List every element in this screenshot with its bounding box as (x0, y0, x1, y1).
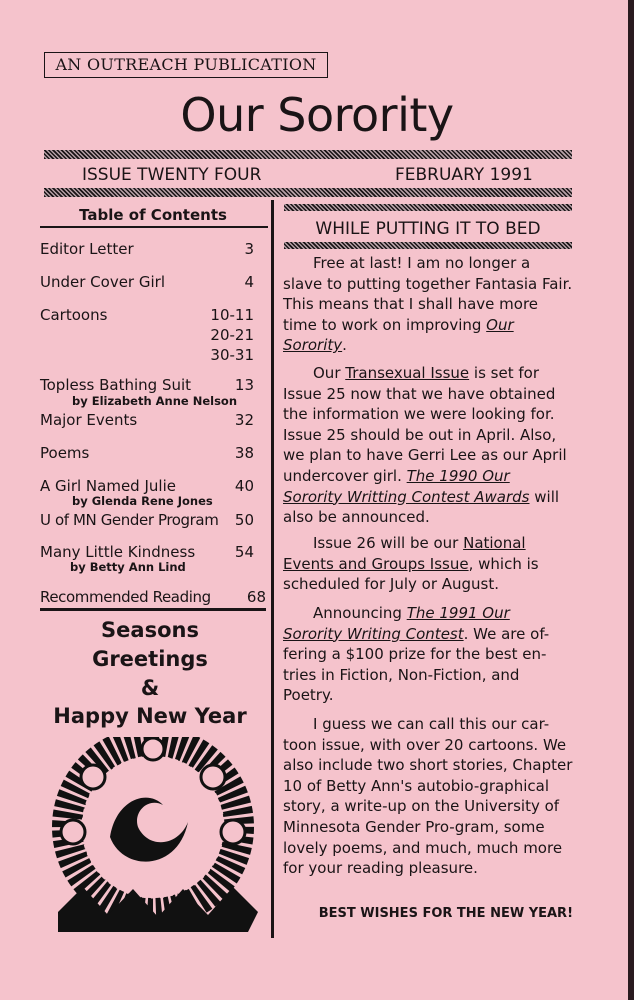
issue-title-ref: Transexual Issue (345, 364, 470, 382)
paragraph-text: Issue 26 will be our (313, 534, 464, 552)
editorial-paragraph (283, 603, 573, 706)
toc-item (40, 543, 254, 561)
toc-item-page: 20-21 (210, 326, 254, 344)
toc-item-title: Under Cover Girl (40, 273, 165, 291)
toc-item (40, 240, 254, 258)
greeting-line: Happy New Year (53, 704, 247, 728)
newsletter-title: Our Sorority (180, 88, 454, 142)
toc-item-title: Editor Letter (40, 240, 134, 258)
editorial-paragraph (283, 363, 573, 528)
toc-item-title: U of MN Gender Program (40, 511, 219, 529)
editorial-heading: WHILE PUTTING IT TO BED (315, 219, 541, 239)
paragraph-text: , which is scheduled for July or August. (283, 554, 539, 594)
toc-item-page: 38 (234, 444, 254, 462)
greeting-line: Seasons (101, 618, 199, 642)
toc-item (40, 376, 254, 394)
publication-title-ref: Our Sorority (283, 315, 514, 355)
paragraph-text: Announcing (313, 604, 407, 622)
toc-item-page: 10-11 (210, 306, 254, 324)
paragraph-text: I guess we can call this our car-toon issue, with over 20 cartoons. We also include two short stories, Chapter 10 of Betty Ann's autobio-graphical story, a write-up on the University of Minnesota Gender Pro-gram, some lovely poems, and much, much more for your reading pleasure. (283, 715, 573, 878)
editorial-paragraph (283, 253, 573, 356)
issue-number: ISSUE TWENTY FOUR (82, 165, 262, 185)
toc-item-page: 32 (234, 411, 254, 429)
toc-item-page: 54 (234, 543, 254, 561)
toc-heading-rule (40, 226, 268, 228)
greeting-line: Greetings (92, 647, 208, 671)
paragraph-text: Our (313, 364, 346, 382)
editorial-rule-top (284, 204, 572, 211)
toc-item-title: Recommended Reading (40, 588, 211, 606)
title-divider-top (44, 150, 572, 159)
editorial-rule-bottom (284, 242, 572, 249)
toc-item-page: 30-31 (210, 346, 254, 364)
title-divider-bottom (44, 188, 572, 197)
toc-item-page: 50 (234, 511, 254, 529)
toc-item-page: 68 (246, 588, 266, 606)
toc-item-title: Topless Bathing Suit (40, 376, 192, 394)
toc-heading: Table of Contents (79, 206, 227, 224)
toc-item (40, 588, 266, 606)
toc-item-page: 3 (244, 240, 254, 258)
paragraph-text: will also be announced. (283, 487, 560, 527)
toc-item (40, 511, 254, 529)
toc-item-title: Many Little Kindness (40, 543, 196, 561)
toc-item (40, 273, 254, 291)
toc-item-page: 4 (244, 273, 254, 291)
wreath-illustration (38, 737, 268, 937)
paragraph-text: . (342, 336, 347, 355)
toc-item (40, 477, 254, 495)
toc-item-byline: by Elizabeth Anne Nelson (72, 394, 238, 408)
paragraph-text: . We are of-fering a $100 prize for the best en-tries in Fiction, Non-Fiction, and Poetry. (283, 624, 550, 705)
issue-date: FEBRUARY 1991 (395, 165, 533, 185)
toc-bottom-rule (40, 608, 266, 611)
closing-wish: BEST WISHES FOR THE NEW YEAR! (318, 906, 573, 921)
toc-item (40, 306, 254, 324)
column-divider (271, 200, 274, 938)
toc-item-title: A Girl Named Julie (40, 477, 176, 495)
publication-label: AN OUTREACH PUBLICATION (44, 52, 328, 78)
toc-item-title: Major Events (40, 411, 138, 429)
toc-item-title: Poems (40, 444, 90, 462)
issue-title-ref: National Events and Groups Issue (283, 534, 526, 573)
toc-item (40, 411, 254, 429)
contest-title-ref: The 1990 Our Sorority Writting Contest Awards (283, 466, 530, 506)
greeting-line: & (140, 676, 160, 700)
editorial-paragraph (283, 714, 573, 879)
toc-item-byline: by Glenda Rene Jones (72, 494, 213, 508)
toc-item-title: Cartoons (40, 306, 108, 324)
page-edge (628, 0, 634, 1000)
contest-title-ref: The 1991 Our Sorority Writing Contest (283, 604, 510, 643)
paragraph-text: Free at last! I am no longer a slave to putting together Fantasia Fair. This means that I shall have more time to work on improving (283, 254, 573, 334)
toc-item-page: 13 (234, 376, 254, 394)
paragraph-text: is set for Issue 25 now that we have obtained the information we were looking for. Issue 25 should be out in April. Also, we plan to have Gerri Lee as our April undercover girl. (283, 364, 567, 485)
toc-item (40, 444, 254, 462)
toc-item-page: 40 (234, 477, 254, 495)
toc-item-byline: by Betty Ann Lind (70, 560, 186, 574)
editorial-paragraph (283, 533, 573, 595)
